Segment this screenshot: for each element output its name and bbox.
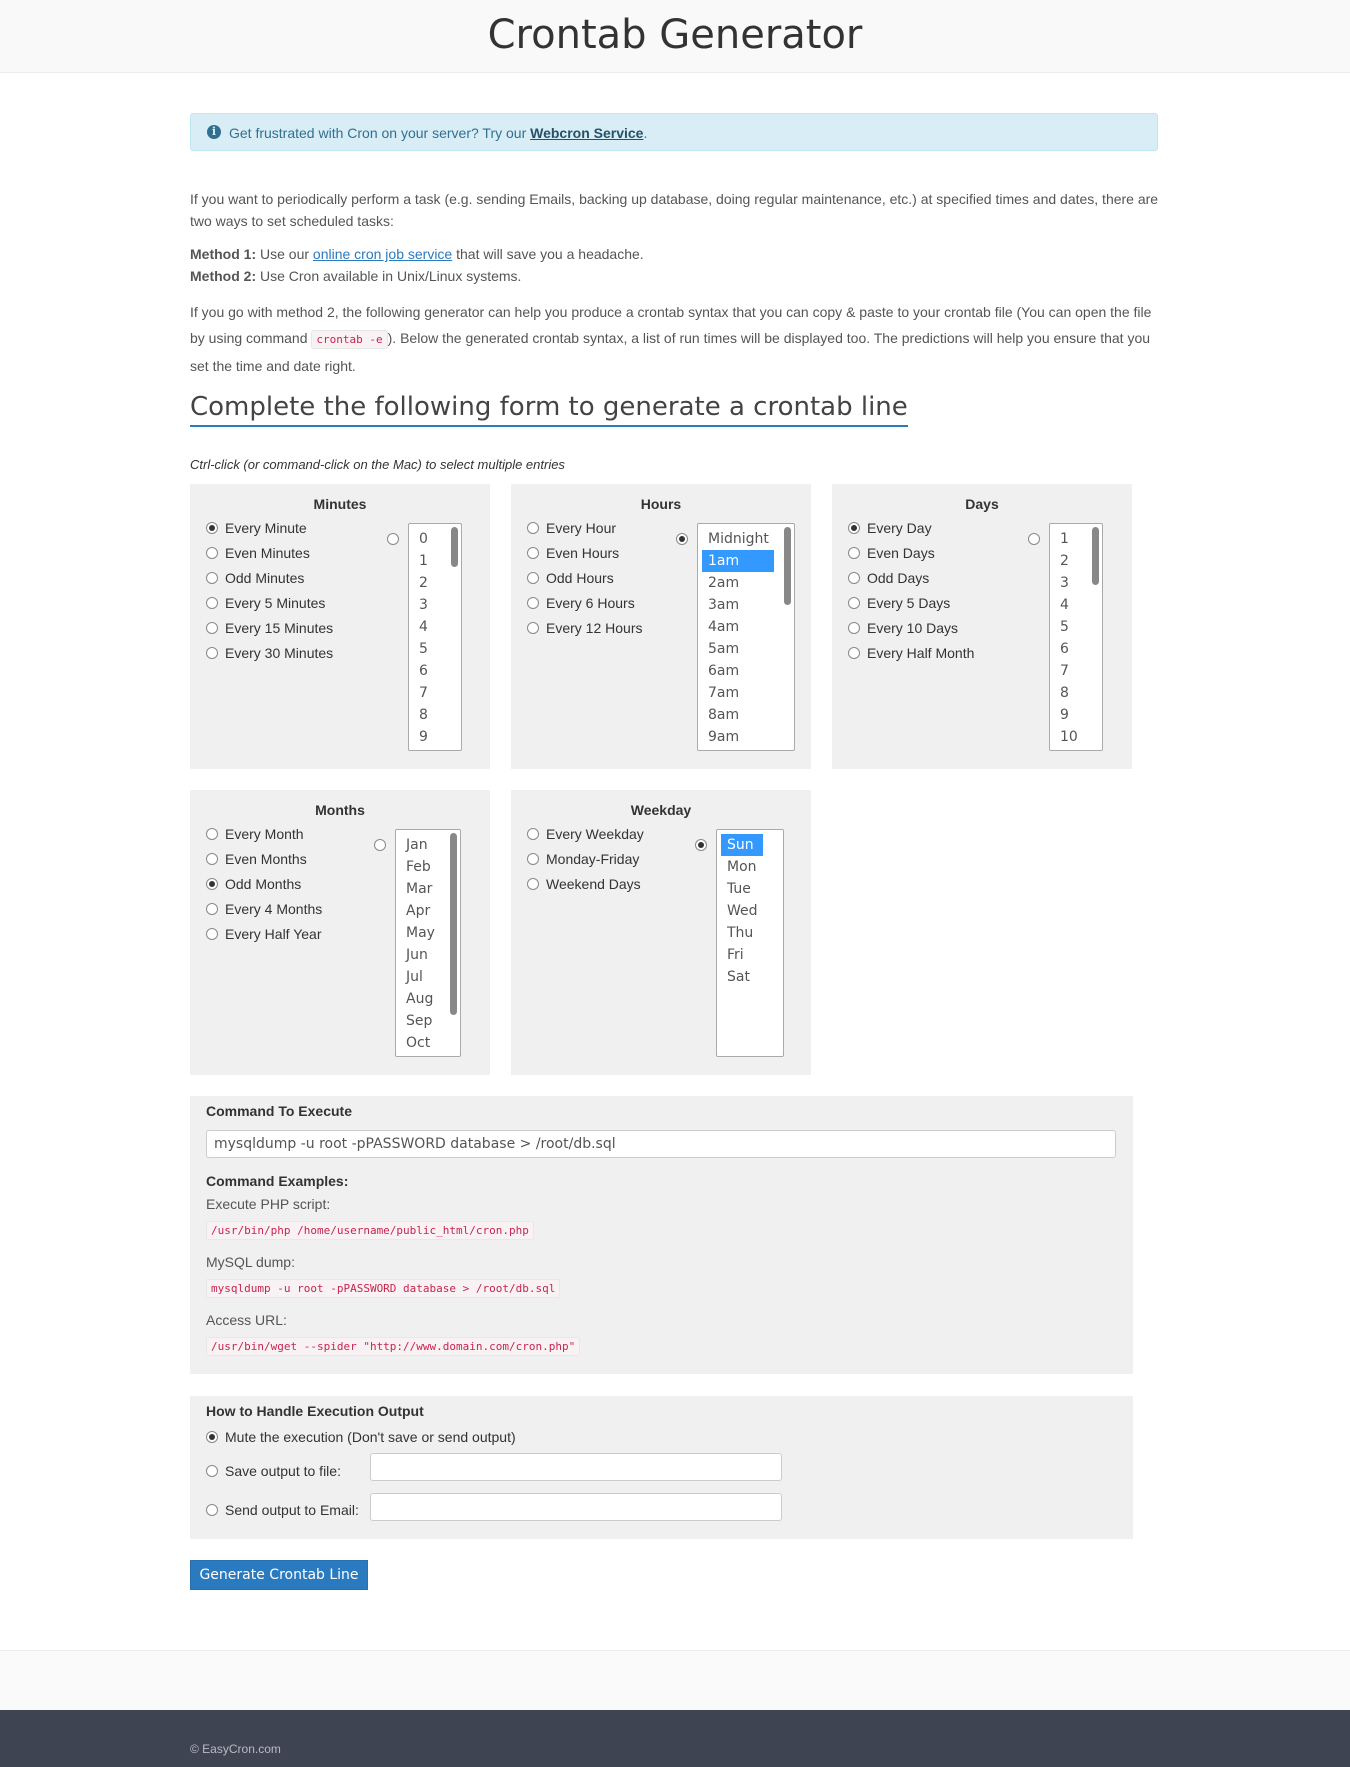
list-item[interactable]: 4: [419, 619, 428, 635]
minutes-title: Minutes: [313, 496, 367, 512]
list-item[interactable]: 9am: [708, 729, 740, 745]
list-item[interactable]: Wed: [727, 903, 758, 919]
minutes-option-30[interactable]: Every 30 Minutes: [206, 645, 333, 661]
output-option-save-file[interactable]: Save output to file:: [206, 1463, 341, 1479]
info-icon: i: [207, 125, 221, 139]
list-item[interactable]: 4: [1060, 597, 1069, 613]
radio-button[interactable]: [848, 522, 860, 534]
radio-button[interactable]: [206, 1431, 218, 1443]
hours-option-12[interactable]: Every 12 Hours: [527, 620, 642, 636]
list-item[interactable]: Sep: [406, 1013, 433, 1029]
footer-light-band: [0, 1650, 1350, 1711]
weekday-select-radio[interactable]: [695, 839, 707, 851]
scrollbar-thumb[interactable]: [451, 527, 458, 567]
list-item[interactable]: 3: [1060, 575, 1069, 591]
list-item[interactable]: Oct: [406, 1035, 431, 1051]
crontab-command-code: crontab -e: [311, 330, 387, 349]
method-2-paragraph: If you go with method 2, the following generator can help you produce a crontab syntax that you can copy & paste to your crontab file (You can open the file by using command crontab -e ). Below the generated crontab syntax, a list of run times will be displayed too. The predictions will help you ensure that you set the time and date right.: [190, 304, 1152, 374]
list-item[interactable]: 0: [419, 531, 428, 547]
radio-button[interactable]: [206, 622, 218, 634]
radio-button[interactable]: [206, 828, 218, 840]
scrollbar-thumb[interactable]: [784, 527, 791, 605]
radio-button[interactable]: [527, 572, 539, 584]
online-cron-job-service-link[interactable]: online cron job service: [312, 246, 453, 262]
radio-button[interactable]: [848, 622, 860, 634]
example-url-code: /usr/bin/wget --spider "http://www.domain.com/cron.php": [206, 1337, 580, 1356]
list-item[interactable]: 3: [419, 597, 428, 613]
list-item[interactable]: Mon: [727, 859, 757, 875]
list-item-selected[interactable]: 1am: [702, 550, 774, 572]
radio-button[interactable]: [206, 597, 218, 609]
output-option-email[interactable]: Send output to Email:: [206, 1502, 359, 1518]
radio-button[interactable]: [848, 572, 860, 584]
days-select-radio[interactable]: [1028, 533, 1040, 545]
list-item[interactable]: Feb: [406, 859, 431, 875]
minutes-option-odd[interactable]: Odd Minutes: [206, 570, 304, 586]
example-url-label: Access URL:: [206, 1312, 287, 1328]
list-item[interactable]: Jan: [406, 837, 428, 853]
minutes-option-every-minute[interactable]: Every Minute: [206, 520, 307, 536]
list-item[interactable]: Midnight: [708, 531, 769, 547]
hours-panel: [511, 484, 811, 769]
radio-button[interactable]: [527, 622, 539, 634]
days-option-10[interactable]: Every 10 Days: [848, 620, 958, 636]
radio-button[interactable]: [206, 1465, 218, 1477]
days-option-every-day[interactable]: Every Day: [848, 520, 932, 536]
example-mysql-label: MySQL dump:: [206, 1254, 295, 1270]
radio-button[interactable]: [206, 647, 218, 659]
minutes-listbox[interactable]: [408, 523, 462, 751]
radio-button[interactable]: [206, 572, 218, 584]
months-listbox[interactable]: [395, 829, 461, 1057]
radio-button[interactable]: [527, 828, 539, 840]
radio-button[interactable]: [206, 547, 218, 559]
days-panel: [832, 484, 1132, 769]
list-item[interactable]: 9: [1060, 707, 1069, 723]
minutes-option-even[interactable]: Even Minutes: [206, 545, 310, 561]
scrollbar-thumb[interactable]: [450, 833, 457, 1015]
radio-button[interactable]: [848, 647, 860, 659]
command-input[interactable]: [206, 1130, 1116, 1158]
footer: [0, 1710, 1350, 1767]
list-item[interactable]: 8: [419, 707, 428, 723]
list-item[interactable]: 1: [1060, 531, 1069, 547]
hours-title: Hours: [640, 496, 682, 512]
webcron-service-link[interactable]: Webcron Service: [530, 125, 644, 141]
list-item[interactable]: 6: [1060, 641, 1069, 657]
months-panel: [190, 790, 490, 1075]
months-option-even[interactable]: Even Months: [206, 851, 307, 867]
list-item[interactable]: 7: [419, 685, 428, 701]
minutes-option-5[interactable]: Every 5 Minutes: [206, 595, 325, 611]
months-option-4[interactable]: Every 4 Months: [206, 901, 322, 917]
months-option-every-month[interactable]: Every Month: [206, 826, 304, 842]
list-item[interactable]: 2: [419, 575, 428, 591]
weekday-option-mon-fri[interactable]: Monday-Friday: [527, 851, 639, 867]
radio-button[interactable]: [848, 597, 860, 609]
radio-button[interactable]: [206, 853, 218, 865]
minutes-option-15[interactable]: Every 15 Minutes: [206, 620, 333, 636]
radio-button[interactable]: [206, 928, 218, 940]
months-option-odd[interactable]: Odd Months: [206, 876, 301, 892]
list-item[interactable]: Aug: [406, 991, 434, 1007]
list-item[interactable]: 7am: [708, 685, 740, 701]
list-item[interactable]: Apr: [406, 903, 431, 919]
weekday-listbox[interactable]: [716, 829, 784, 1057]
weekday-option-every[interactable]: Every Weekday: [527, 826, 644, 842]
days-title: Days: [965, 496, 999, 512]
list-item[interactable]: 7: [1060, 663, 1069, 679]
alert-text: Get frustrated with Cron on your server? Try our Webcron Service.: [229, 125, 648, 141]
form-heading: Complete the following form to generate a crontab line: [190, 392, 908, 427]
weekday-option-weekend[interactable]: Weekend Days: [527, 876, 641, 892]
list-item[interactable]: 3am: [708, 597, 740, 613]
example-php-label: Execute PHP script:: [206, 1196, 331, 1212]
list-item[interactable]: 9: [419, 729, 428, 745]
output-option-mute[interactable]: Mute the execution (Don't save or send output): [206, 1429, 516, 1445]
minutes-panel: [190, 484, 490, 769]
list-item[interactable]: Mar: [406, 881, 433, 897]
months-option-half-year[interactable]: Every Half Year: [206, 926, 322, 942]
days-option-even[interactable]: Even Days: [848, 545, 935, 561]
days-listbox[interactable]: [1049, 523, 1103, 751]
hours-option-even[interactable]: Even Hours: [527, 545, 619, 561]
radio-button[interactable]: [527, 597, 539, 609]
method-2-line: Method 2: Use Cron available in Unix/Linux systems.: [190, 268, 522, 284]
multi-select-note: Ctrl-click (or command-click on the Mac) to select multiple entries: [190, 457, 565, 472]
days-option-half-month[interactable]: Every Half Month: [848, 645, 974, 661]
header-bar: [0, 0, 1350, 73]
list-item[interactable]: Fri: [727, 947, 744, 963]
hours-listbox[interactable]: [697, 523, 795, 751]
radio-button[interactable]: [206, 903, 218, 915]
radio-button[interactable]: [206, 522, 218, 534]
list-item[interactable]: 4am: [708, 619, 740, 635]
months-select-radio[interactable]: [374, 839, 386, 851]
months-title: Months: [315, 802, 365, 818]
list-item[interactable]: May: [406, 925, 435, 941]
generate-crontab-button[interactable]: Generate Crontab Line: [190, 1560, 368, 1590]
output-file-input[interactable]: [370, 1453, 782, 1481]
method-1-line: Method 1: Use our online cron job service that will save you a headache.: [190, 246, 644, 262]
list-item[interactable]: Sat: [727, 969, 750, 985]
hours-option-odd[interactable]: Odd Hours: [527, 570, 614, 586]
list-item[interactable]: Jul: [406, 969, 423, 985]
weekday-title: Weekday: [630, 802, 692, 818]
example-mysql-code: mysqldump -u root -pPASSWORD database > /root/db.sql: [206, 1279, 560, 1298]
scrollbar-thumb[interactable]: [1092, 527, 1099, 585]
intro-paragraph: If you want to periodically perform a task (e.g. sending Emails, backing up database, doing regular maintenance, etc.) at specified times and dates, there are two ways to set scheduled tasks:: [190, 191, 1159, 229]
info-alert: [190, 113, 1158, 151]
list-item[interactable]: 6: [419, 663, 428, 679]
radio-button[interactable]: [527, 878, 539, 890]
list-item-selected[interactable]: Sun: [721, 834, 763, 856]
radio-button[interactable]: [527, 522, 539, 534]
command-label: Command To Execute: [206, 1103, 352, 1119]
copyright-text: © EasyCron.com: [190, 1742, 281, 1756]
command-panel: [190, 1096, 1133, 1374]
output-panel: [190, 1396, 1133, 1539]
days-option-odd[interactable]: Odd Days: [848, 570, 929, 586]
list-item[interactable]: 2: [1060, 553, 1069, 569]
list-item[interactable]: 5am: [708, 641, 740, 657]
hours-select-radio[interactable]: [676, 533, 688, 545]
radio-button[interactable]: [206, 878, 218, 890]
list-item[interactable]: Jun: [406, 947, 428, 963]
radio-button[interactable]: [206, 1504, 218, 1516]
list-item[interactable]: Thu: [727, 925, 754, 941]
list-item[interactable]: 1: [419, 553, 428, 569]
radio-button[interactable]: [527, 853, 539, 865]
example-php-code: /usr/bin/php /home/username/public_html/cron.php: [206, 1221, 534, 1240]
list-item[interactable]: 8am: [708, 707, 740, 723]
days-option-5[interactable]: Every 5 Days: [848, 595, 950, 611]
list-item[interactable]: 2am: [708, 575, 740, 591]
list-item[interactable]: 8: [1060, 685, 1069, 701]
weekday-panel: [511, 790, 811, 1075]
list-item[interactable]: Tue: [727, 881, 751, 897]
output-email-input[interactable]: [370, 1493, 782, 1521]
list-item[interactable]: 10: [1060, 729, 1078, 745]
hours-option-every-hour[interactable]: Every Hour: [527, 520, 616, 536]
list-item[interactable]: 5: [1060, 619, 1069, 635]
list-item[interactable]: 5: [419, 641, 428, 657]
minutes-select-radio[interactable]: [387, 533, 399, 545]
page-title: Crontab Generator: [487, 12, 863, 58]
radio-button[interactable]: [527, 547, 539, 559]
hours-option-6[interactable]: Every 6 Hours: [527, 595, 635, 611]
radio-button[interactable]: [848, 547, 860, 559]
output-label: How to Handle Execution Output: [206, 1403, 424, 1419]
command-examples-label: Command Examples:: [206, 1173, 349, 1189]
list-item[interactable]: 6am: [708, 663, 740, 679]
